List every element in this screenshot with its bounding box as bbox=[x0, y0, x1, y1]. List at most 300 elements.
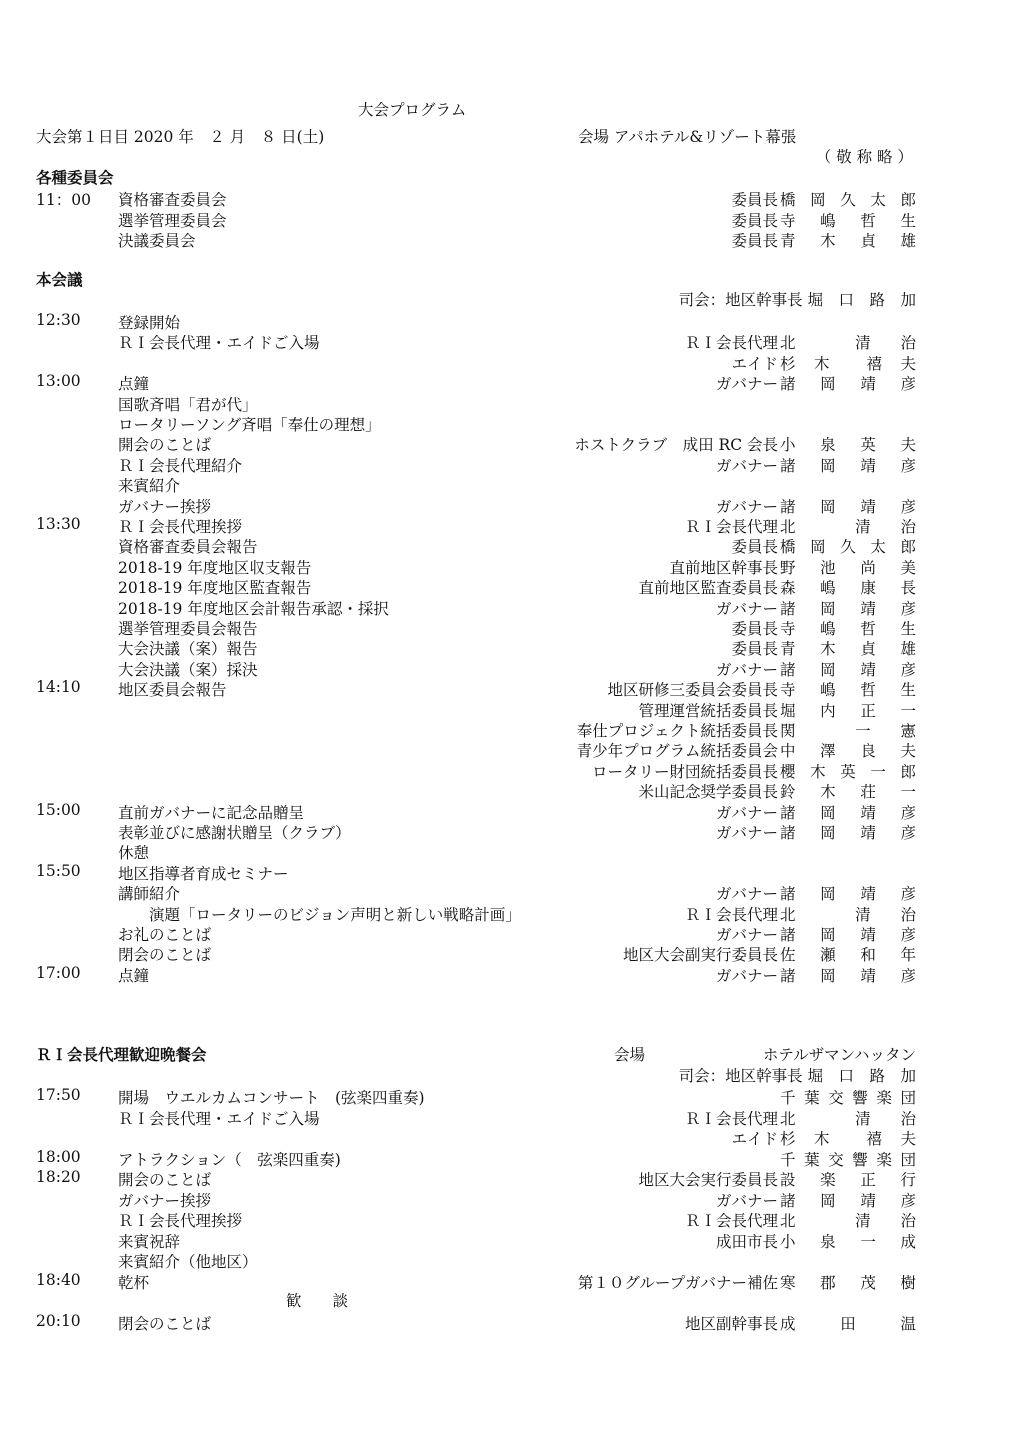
plenary-row bbox=[0, 964, 1013, 984]
dinner-venue: ホテルザマンハッタン bbox=[762, 1046, 916, 1064]
name-char: 楽 bbox=[876, 1089, 892, 1107]
role-cell: 成田市長 bbox=[715, 1232, 778, 1251]
name-char: 清 bbox=[855, 1109, 871, 1128]
name-char: 彦 bbox=[900, 966, 916, 985]
role-cell: ガバナー bbox=[715, 966, 778, 985]
agenda-item: 開場 ウエルカムコンサート (弦楽四重奏) bbox=[118, 1089, 425, 1107]
plenary-row bbox=[0, 678, 1013, 698]
time-cell: 17:00 bbox=[36, 963, 81, 982]
name-char: 木 bbox=[814, 354, 830, 373]
agenda-item: ロータリーソング斉唱「奉仕の理想」 bbox=[118, 416, 381, 434]
name-char: 杉 bbox=[780, 1130, 796, 1148]
person-name bbox=[780, 331, 916, 353]
person-name bbox=[780, 760, 916, 782]
plenary-row bbox=[0, 515, 1013, 535]
agenda-item: 選挙管理委員会報告 bbox=[118, 620, 258, 638]
name-char: 岡 bbox=[820, 885, 836, 904]
plenary-row bbox=[0, 413, 1013, 433]
name-char: 茂 bbox=[860, 1273, 876, 1292]
time-cell: 11：00 bbox=[36, 191, 91, 209]
person-name bbox=[780, 1189, 916, 1211]
name-char: 清 bbox=[855, 518, 871, 536]
name-char: 靖 bbox=[860, 497, 876, 516]
name-char: 太 bbox=[870, 538, 886, 557]
agenda-item: 2018-19 年度地区会計報告承認・採択 bbox=[118, 599, 389, 618]
name-char: 岡 bbox=[810, 538, 826, 557]
name-char: 北 bbox=[780, 518, 796, 536]
plenary-row bbox=[0, 658, 1013, 678]
person-name bbox=[780, 821, 916, 843]
name-char: 尚 bbox=[860, 558, 876, 577]
role-cell: 地区大会副実行委員長 bbox=[622, 946, 778, 965]
name-char: 治 bbox=[900, 518, 916, 536]
person-name bbox=[780, 719, 916, 741]
plenary-row bbox=[0, 393, 1013, 413]
name-char: 貞 bbox=[860, 232, 876, 250]
person-name bbox=[780, 943, 916, 965]
name-char: 正 bbox=[860, 701, 876, 720]
agenda-item: 2018-19 年度地区監査報告 bbox=[118, 579, 312, 598]
person-name bbox=[780, 1107, 916, 1129]
name-char: 岡 bbox=[820, 375, 836, 394]
agenda-item: 来賓祝辞 bbox=[118, 1232, 181, 1251]
role-cell: 直前地区幹事長 bbox=[669, 558, 778, 577]
person-name bbox=[780, 780, 916, 802]
name-char: 郡 bbox=[820, 1273, 836, 1292]
role-cell: ＲＩ会長代理 bbox=[684, 1212, 778, 1230]
agenda-item: 点鐘 bbox=[118, 966, 150, 985]
page-title: 大会プログラム bbox=[358, 101, 467, 119]
name-char: 関 bbox=[780, 722, 796, 740]
name-char: 清 bbox=[855, 1212, 871, 1230]
plenary-row bbox=[0, 699, 1013, 719]
person-name bbox=[780, 454, 916, 476]
name-char: 北 bbox=[780, 905, 796, 924]
person-name bbox=[780, 739, 916, 761]
name-char: 郎 bbox=[900, 191, 916, 209]
plenary-row bbox=[0, 841, 1013, 861]
name-char: 寺 bbox=[780, 211, 796, 230]
plenary-row bbox=[0, 576, 1013, 596]
name-char: 彦 bbox=[900, 824, 916, 842]
agenda-item: 地区指導者育成セミナー bbox=[118, 864, 289, 883]
dinner-row bbox=[0, 1107, 1013, 1127]
agenda-item: ＲＩ会長代理・エイドご入場 bbox=[118, 1109, 320, 1128]
agenda-item: ＲＩ会長代理挨拶 bbox=[118, 518, 243, 536]
name-char: 岡 bbox=[820, 926, 836, 944]
name-char: 一 bbox=[870, 762, 886, 781]
time-cell: 13:30 bbox=[36, 515, 81, 533]
name-char: 正 bbox=[860, 1171, 876, 1189]
person-name bbox=[780, 1230, 916, 1252]
name-char: 諸 bbox=[780, 803, 796, 822]
plenary-row bbox=[0, 719, 1013, 739]
name-char: 太 bbox=[870, 191, 886, 209]
plenary-row bbox=[0, 943, 1013, 963]
dinner-venue-label: 会場 bbox=[614, 1046, 646, 1064]
agenda-item: ＲＩ会長代理・エイドご入場 bbox=[118, 334, 320, 353]
agenda-item: アトラクション（ 弦楽四重奏) bbox=[118, 1150, 341, 1169]
name-char: 諸 bbox=[780, 926, 796, 944]
plenary-row bbox=[0, 821, 1013, 841]
agenda-item: ＲＩ会長代理紹介 bbox=[118, 456, 243, 475]
agenda-item: 乾杯 bbox=[118, 1273, 150, 1292]
person-name bbox=[780, 882, 916, 904]
name-char: 寺 bbox=[780, 681, 796, 700]
name-char: 橋 bbox=[780, 191, 796, 209]
name-char: 年 bbox=[900, 946, 916, 965]
role-cell: 直前地区監査委員長 bbox=[638, 579, 778, 598]
role-cell: ガバナー bbox=[715, 660, 778, 679]
person-name bbox=[780, 1127, 916, 1149]
name-char: 岡 bbox=[820, 966, 836, 985]
name-char: 一 bbox=[900, 701, 916, 720]
name-char: 治 bbox=[900, 1109, 916, 1128]
name-char: 北 bbox=[780, 1109, 796, 1128]
name-char: 英 bbox=[840, 762, 856, 781]
plenary-mc: 司会：地区幹事長 堀 口 路 加 bbox=[678, 291, 916, 309]
name-char: 禧 bbox=[866, 354, 882, 373]
plenary-heading: 本会議 bbox=[36, 270, 83, 289]
dinner-mc: 司会：地区幹事長 堀 口 路 加 bbox=[678, 1067, 916, 1085]
name-char: 成 bbox=[780, 1314, 796, 1333]
role-cell: ガバナー bbox=[715, 497, 778, 516]
time-cell: 15:00 bbox=[36, 800, 81, 819]
name-char: 生 bbox=[900, 620, 916, 638]
role-cell: 管理運営統括委員長 bbox=[638, 701, 778, 720]
name-char: 靖 bbox=[860, 824, 876, 842]
agenda-item: 資格審査委員会報告 bbox=[118, 538, 258, 557]
name-char: 彦 bbox=[900, 497, 916, 516]
name-char: 岡 bbox=[820, 824, 836, 842]
name-char: 諸 bbox=[780, 966, 796, 985]
name-char: 彦 bbox=[900, 660, 916, 679]
name-char: 靖 bbox=[860, 660, 876, 679]
person-name bbox=[780, 597, 916, 619]
name-char: 哲 bbox=[860, 620, 876, 638]
name-char: 彦 bbox=[900, 375, 916, 394]
time-cell: 18:20 bbox=[36, 1168, 81, 1186]
role-cell: ホストクラブ 成田 RC 会長 bbox=[574, 436, 778, 455]
name-char: 楽 bbox=[820, 1171, 836, 1189]
name-char: 寒 bbox=[780, 1273, 796, 1292]
agenda-item: 点鐘 bbox=[118, 375, 150, 394]
name-char: 岡 bbox=[820, 660, 836, 679]
time-cell: 18:40 bbox=[36, 1270, 81, 1289]
name-char: 木 bbox=[810, 762, 826, 781]
role-cell: 委員長 bbox=[731, 620, 778, 638]
role-cell: エイド bbox=[731, 1130, 778, 1148]
time-cell: 15:50 bbox=[36, 861, 81, 880]
name-char: 嶋 bbox=[820, 681, 836, 700]
role-cell: ガバナー bbox=[715, 926, 778, 944]
agenda-item: お礼のことば bbox=[118, 926, 212, 944]
name-char: 靖 bbox=[860, 599, 876, 618]
agenda-item: 登録開始 bbox=[118, 314, 181, 332]
person-name bbox=[780, 1271, 916, 1293]
name-char: 彦 bbox=[900, 926, 916, 944]
time-cell: 20:10 bbox=[36, 1311, 81, 1330]
name-char: 泉 bbox=[820, 436, 836, 455]
name-char: 嶋 bbox=[820, 211, 836, 230]
name-char: 諸 bbox=[780, 599, 796, 618]
plenary-row bbox=[0, 311, 1013, 331]
name-char: 設 bbox=[780, 1171, 796, 1189]
role-cell: 第１０グループガバナー補佐 bbox=[577, 1273, 778, 1292]
agenda-item: 開会のことば bbox=[118, 1171, 212, 1189]
name-char: 千 bbox=[780, 1089, 796, 1107]
name-char: 泉 bbox=[820, 1232, 836, 1251]
name-char: 久 bbox=[840, 191, 856, 209]
role-cell: 米山記念奨学委員長 bbox=[638, 783, 778, 802]
name-char: 諸 bbox=[780, 660, 796, 679]
role-cell: ガバナー bbox=[715, 803, 778, 822]
name-char: 鈴 bbox=[780, 783, 796, 802]
plenary-row bbox=[0, 597, 1013, 617]
plenary-row bbox=[0, 923, 1013, 943]
name-char: 温 bbox=[900, 1314, 916, 1333]
time-cell: 12:30 bbox=[36, 311, 81, 329]
person-name bbox=[780, 658, 916, 680]
time-cell: 13:00 bbox=[36, 372, 81, 391]
agenda-item: 閉会のことば bbox=[118, 1314, 212, 1333]
name-char: 美 bbox=[900, 558, 916, 577]
role-cell: エイド bbox=[731, 354, 778, 373]
plenary-row bbox=[0, 780, 1013, 800]
name-char: 嶋 bbox=[820, 579, 836, 598]
person-name bbox=[780, 229, 916, 251]
name-char: 靖 bbox=[860, 885, 876, 904]
role-cell: ガバナー bbox=[715, 885, 778, 904]
plenary-row bbox=[0, 331, 1013, 351]
dinner-row bbox=[0, 1086, 1013, 1106]
person-name bbox=[780, 1086, 916, 1108]
role-cell: 地区大会実行委員長 bbox=[638, 1171, 778, 1189]
venue-line: 会場 アパホテル&リゾート幕張 bbox=[578, 128, 797, 146]
committees-row bbox=[0, 188, 1013, 208]
name-char: 田 bbox=[840, 1314, 856, 1333]
agenda-item: ガバナー挨拶 bbox=[118, 497, 212, 516]
name-char: 佐 bbox=[780, 946, 796, 965]
role-cell: ＲＩ会長代理 bbox=[684, 905, 778, 924]
dinner-row bbox=[0, 1312, 1013, 1332]
person-name bbox=[780, 637, 916, 659]
committees-heading: 各種委員会 bbox=[36, 168, 114, 187]
plenary-row bbox=[0, 433, 1013, 453]
name-char: 荘 bbox=[860, 783, 876, 802]
name-char: 木 bbox=[814, 1130, 830, 1148]
dinner-row bbox=[0, 1148, 1013, 1168]
dinner-heading: ＲＩ会長代理歓迎晩餐会 bbox=[36, 1045, 207, 1064]
name-char: 杉 bbox=[780, 354, 796, 373]
role-cell: ガバナー bbox=[715, 1191, 778, 1210]
name-char: 諸 bbox=[780, 885, 796, 904]
person-name bbox=[780, 923, 916, 945]
name-char: 長 bbox=[900, 579, 916, 598]
agenda-item: 閉会のことば bbox=[118, 946, 212, 965]
name-char: 響 bbox=[852, 1089, 868, 1107]
name-char: 靖 bbox=[860, 1191, 876, 1210]
role-cell: 委員長 bbox=[731, 191, 778, 209]
name-char: 青 bbox=[780, 232, 796, 250]
name-char: 葉 bbox=[804, 1150, 820, 1169]
name-char: 楽 bbox=[876, 1150, 892, 1169]
name-char: 夫 bbox=[900, 436, 916, 455]
person-name bbox=[780, 372, 916, 394]
name-char: 千 bbox=[780, 1150, 796, 1169]
name-char: 澤 bbox=[820, 742, 836, 761]
person-name bbox=[780, 1209, 916, 1231]
name-char: 清 bbox=[855, 334, 871, 353]
name-char: 北 bbox=[780, 1212, 796, 1230]
name-char: 夫 bbox=[900, 1130, 916, 1148]
honorific-note: （ 敬 称 略 ） bbox=[815, 148, 913, 166]
person-name bbox=[780, 576, 916, 598]
person-name bbox=[780, 699, 916, 721]
name-char: 郎 bbox=[900, 538, 916, 557]
date-line: 大会第１日目 2020 年 ２ 月 ８ 日(土) bbox=[36, 128, 325, 146]
name-char: 野 bbox=[780, 558, 796, 577]
name-char: 岡 bbox=[820, 803, 836, 822]
name-char: 貞 bbox=[860, 640, 876, 659]
name-char: 哲 bbox=[860, 211, 876, 230]
name-char: 彦 bbox=[900, 456, 916, 475]
name-char: 郎 bbox=[900, 762, 916, 781]
role-cell: ＲＩ会長代理 bbox=[684, 518, 778, 536]
kandan-label: 歓 談 bbox=[286, 1292, 349, 1310]
person-name bbox=[780, 495, 916, 517]
dinner-row bbox=[0, 1127, 1013, 1147]
agenda-item: 資格審査委員会 bbox=[118, 191, 227, 209]
name-char: 諸 bbox=[780, 824, 796, 842]
name-char: 彦 bbox=[900, 803, 916, 822]
name-char: 治 bbox=[900, 1212, 916, 1230]
name-char: 彦 bbox=[900, 885, 916, 904]
name-char: 成 bbox=[900, 1232, 916, 1251]
person-name bbox=[780, 209, 916, 231]
role-cell: 青少年プログラム統括委員会 bbox=[576, 742, 778, 761]
dinner-row bbox=[0, 1291, 1013, 1311]
name-char: 小 bbox=[780, 1232, 796, 1251]
role-cell: 地区研修三委員会委員長 bbox=[607, 681, 778, 700]
role-cell: ロータリー財団統括委員長 bbox=[591, 762, 778, 781]
name-char: 団 bbox=[900, 1150, 916, 1169]
name-char: 団 bbox=[900, 1089, 916, 1107]
name-char: 靖 bbox=[860, 926, 876, 944]
dinner-row bbox=[0, 1189, 1013, 1209]
agenda-item: 選挙管理委員会 bbox=[118, 211, 227, 230]
name-char: 雄 bbox=[900, 640, 916, 659]
name-char: 森 bbox=[780, 579, 796, 598]
person-name bbox=[780, 801, 916, 823]
person-name bbox=[780, 1168, 916, 1190]
agenda-item: 2018-19 年度地区収支報告 bbox=[118, 558, 312, 577]
person-name bbox=[780, 1148, 916, 1170]
agenda-item: ＲＩ会長代理挨拶 bbox=[118, 1212, 243, 1230]
plenary-row bbox=[0, 556, 1013, 576]
committees-row bbox=[0, 209, 1013, 229]
name-char: 木 bbox=[820, 232, 836, 250]
plenary-row bbox=[0, 617, 1013, 637]
name-char: 堀 bbox=[780, 701, 796, 720]
name-char: 岡 bbox=[820, 1191, 836, 1210]
name-char: 諸 bbox=[780, 456, 796, 475]
plenary-row bbox=[0, 474, 1013, 494]
role-cell: 委員長 bbox=[731, 232, 778, 250]
agenda-item: 来賓紹介（他地区） bbox=[118, 1253, 258, 1271]
time-cell: 14:10 bbox=[36, 678, 81, 697]
name-char: 彦 bbox=[900, 1191, 916, 1210]
name-char: 岡 bbox=[810, 191, 826, 209]
plenary-row bbox=[0, 637, 1013, 657]
role-cell: 委員長 bbox=[731, 640, 778, 659]
name-char: 一 bbox=[855, 722, 871, 740]
name-char: 岡 bbox=[820, 599, 836, 618]
person-name bbox=[780, 433, 916, 455]
name-char: 諸 bbox=[780, 375, 796, 394]
role-cell: ガバナー bbox=[715, 375, 778, 394]
name-char: 夫 bbox=[900, 354, 916, 373]
name-char: 寺 bbox=[780, 620, 796, 638]
name-char: 禧 bbox=[866, 1130, 882, 1148]
dinner-row bbox=[0, 1168, 1013, 1188]
name-char: 一 bbox=[900, 783, 916, 802]
name-char: 中 bbox=[780, 742, 796, 761]
person-name bbox=[780, 617, 916, 639]
name-char: 彦 bbox=[900, 599, 916, 618]
committees-row bbox=[0, 229, 1013, 249]
name-char: 瀬 bbox=[820, 946, 836, 965]
name-char: 良 bbox=[860, 742, 876, 761]
dinner-row bbox=[0, 1250, 1013, 1270]
name-char: 英 bbox=[860, 436, 876, 455]
name-char: 靖 bbox=[860, 803, 876, 822]
name-char: 和 bbox=[860, 946, 876, 965]
person-name bbox=[780, 188, 916, 210]
name-char: 響 bbox=[852, 1150, 868, 1169]
name-char: 諸 bbox=[780, 497, 796, 516]
plenary-row bbox=[0, 495, 1013, 515]
name-char: 橋 bbox=[780, 538, 796, 557]
dinner-row bbox=[0, 1209, 1013, 1229]
name-char: 行 bbox=[900, 1171, 916, 1189]
dinner-row bbox=[0, 1271, 1013, 1291]
name-char: 木 bbox=[820, 640, 836, 659]
plenary-row bbox=[0, 760, 1013, 780]
plenary-row bbox=[0, 372, 1013, 392]
name-char: 櫻 bbox=[780, 762, 796, 781]
role-cell: 委員長 bbox=[731, 538, 778, 557]
name-char: 葉 bbox=[804, 1089, 820, 1107]
time-cell: 18:00 bbox=[36, 1147, 81, 1166]
name-char: 北 bbox=[780, 334, 796, 353]
agenda-item: 大会決議（案）報告 bbox=[118, 640, 258, 659]
name-char: 雄 bbox=[900, 232, 916, 250]
agenda-item: 大会決議（案）採決 bbox=[118, 660, 258, 679]
name-char: 諸 bbox=[780, 1191, 796, 1210]
role-cell: 地区副幹事長 bbox=[684, 1314, 778, 1333]
agenda-item: ガバナー挨拶 bbox=[118, 1191, 212, 1210]
person-name bbox=[780, 964, 916, 986]
name-char: 岡 bbox=[820, 456, 836, 475]
dinner-row bbox=[0, 1230, 1013, 1250]
agenda-item: 来賓紹介 bbox=[118, 477, 181, 496]
plenary-row bbox=[0, 535, 1013, 555]
role-cell: ガバナー bbox=[715, 824, 778, 842]
name-char: 一 bbox=[860, 1232, 876, 1251]
role-cell: ガバナー bbox=[715, 599, 778, 618]
name-char: 青 bbox=[780, 640, 796, 659]
